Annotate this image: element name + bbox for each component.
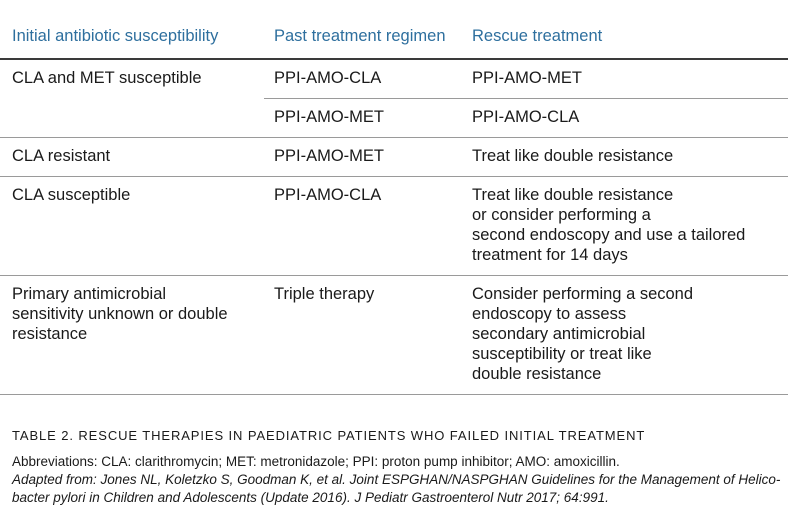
header-past-regimen: Past treatment regimen (264, 14, 462, 59)
cell-past-regimen: PPI-AMO-MET (264, 138, 462, 177)
rescue-therapy-table (0, 14, 788, 395)
cell-past-regimen: PPI-AMO-MET (264, 99, 462, 138)
caption-abbreviations: Abbreviations: CLA: clarithromycin; MET: metronidazole; PPI: proton pump inhibitor; AMO: amoxicillin. (12, 454, 620, 469)
cell-past-regimen: PPI-AMO-CLA (264, 177, 462, 276)
table-row (0, 138, 788, 177)
table-caption (12, 428, 788, 507)
rescue-therapy-table-container (0, 14, 788, 395)
table-header (0, 14, 788, 59)
caption-title: TABLE 2. RESCUE THERAPIES IN PAEDIATRIC PATIENTS WHO FAILED INITIAL TREATMENT (12, 428, 646, 443)
cell-rescue-treatment: Treat like double resistance (462, 138, 788, 177)
cell-past-regimen: PPI-AMO-CLA (264, 59, 462, 99)
table-row (0, 59, 788, 99)
cell-susceptibility: CLA resistant (0, 138, 264, 177)
cell-past-regimen: Triple therapy (264, 276, 462, 395)
cell-rescue-treatment: PPI-AMO-CLA (462, 99, 788, 138)
table-row (0, 177, 788, 276)
cell-susceptibility: CLA and MET susceptible (0, 59, 264, 138)
cell-susceptibility: Primary antimicrobial sensitivity unknown or double resistance (0, 276, 264, 395)
header-rescue-treatment: Rescue treatment (462, 14, 788, 59)
caption-source: Adapted from: Jones NL, Koletzko S, Goodman K, et al. Joint ESPGHAN/NASPGHAN Guidelines for the Management of Helico- bacter pylori in Children and Adolescents (Update 2016). J Pediatr Gastroenterol Nutr 2017; 64:991. (12, 472, 781, 505)
table-body (0, 59, 788, 395)
table-row (0, 276, 788, 395)
cell-rescue-treatment: Consider performing a second endoscopy to assess secondary antimicrobial susceptibility or treat like double resistance (462, 276, 788, 395)
cell-rescue-treatment: PPI-AMO-MET (462, 59, 788, 99)
cell-susceptibility: CLA susceptible (0, 177, 264, 276)
cell-rescue-treatment: Treat like double resistance or consider performing a second endoscopy and use a tailored treatment for 14 days (462, 177, 788, 276)
header-initial-susceptibility: Initial antibiotic susceptibility (0, 14, 264, 59)
header-row (0, 14, 788, 59)
